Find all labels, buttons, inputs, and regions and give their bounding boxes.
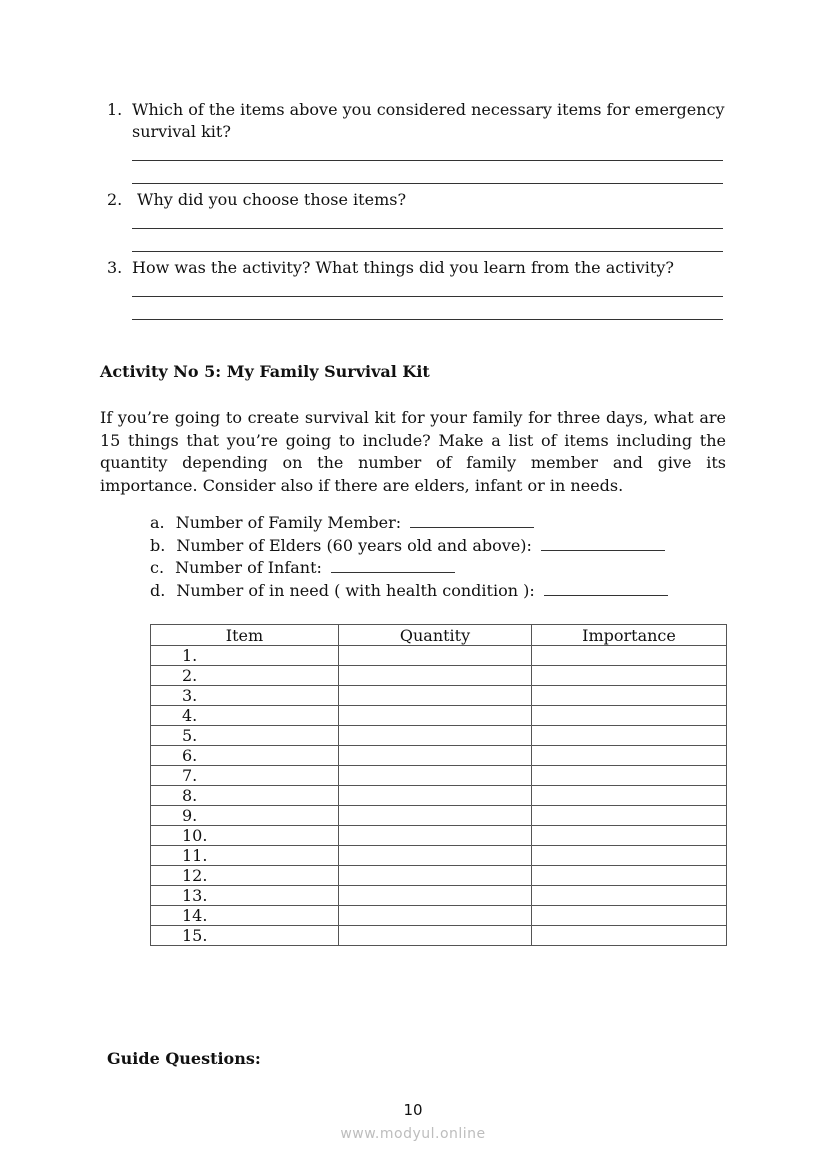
table-header-row: [151, 625, 727, 646]
table-row: [151, 646, 727, 666]
table-row: [151, 766, 727, 786]
importance-cell[interactable]: [532, 846, 727, 866]
row-number: 4.: [182, 706, 198, 725]
elders-blank[interactable]: [541, 536, 665, 551]
question-2-number: 2.: [107, 190, 123, 209]
activity-heading: Activity No 5: My Family Survival Kit: [100, 362, 430, 381]
row-number: 5.: [182, 726, 198, 745]
row-number: 11.: [182, 846, 208, 865]
row-number: 13.: [182, 886, 208, 905]
quantity-cell[interactable]: [339, 786, 532, 806]
answer-line[interactable]: [132, 160, 723, 161]
table-row: [151, 746, 727, 766]
question-2-text: Why did you choose those items?: [137, 190, 407, 209]
activity-instructions: If you’re going to create survival kit for your family for three days, what are 15 things that you’re going to include? Make a list of items including the quantity depending on the number of family member and give its importance. Consider also if there are elders, infant or in needs.: [100, 408, 726, 495]
question-3-number: 3.: [107, 258, 123, 277]
quantity-cell[interactable]: [339, 646, 532, 666]
table-row: [151, 826, 727, 846]
row-number: 6.: [182, 746, 198, 765]
row-number: 7.: [182, 766, 198, 785]
family-member-item: [150, 513, 534, 532]
importance-cell[interactable]: [532, 686, 727, 706]
row-number: 1.: [182, 646, 198, 665]
infant-blank[interactable]: [331, 558, 455, 573]
importance-cell[interactable]: [532, 926, 727, 946]
item-cell[interactable]: [151, 906, 339, 926]
quantity-cell[interactable]: [339, 706, 532, 726]
quantity-cell[interactable]: [339, 906, 532, 926]
importance-cell[interactable]: [532, 726, 727, 746]
importance-cell[interactable]: [532, 706, 727, 726]
sub-item-letter: b.: [150, 536, 166, 555]
item-cell[interactable]: [151, 766, 339, 786]
guide-questions-heading: Guide Questions:: [107, 1049, 261, 1068]
sub-item-letter: d.: [150, 581, 166, 600]
row-number: 12.: [182, 866, 208, 885]
infant-item: [150, 558, 455, 577]
quantity-cell[interactable]: [339, 866, 532, 886]
item-cell[interactable]: [151, 826, 339, 846]
quantity-cell[interactable]: [339, 686, 532, 706]
quantity-cell[interactable]: [339, 806, 532, 826]
table-row: [151, 706, 727, 726]
question-1-text-line1: Which of the items above you considered necessary items for emergency: [132, 100, 725, 119]
importance-cell[interactable]: [532, 746, 727, 766]
in-need-blank[interactable]: [544, 581, 668, 596]
importance-cell[interactable]: [532, 646, 727, 666]
importance-cell[interactable]: [532, 866, 727, 886]
importance-cell[interactable]: [532, 826, 727, 846]
answer-line[interactable]: [132, 183, 723, 184]
row-number: 8.: [182, 786, 198, 805]
question-3-text: How was the activity? What things did you learn from the activity?: [132, 258, 674, 277]
item-cell[interactable]: [151, 686, 339, 706]
column-header-importance: Importance: [532, 625, 727, 646]
sub-item-label: Number of in need ( with health condition ):: [176, 581, 535, 600]
sub-item-letter: c.: [150, 558, 165, 577]
item-cell[interactable]: [151, 926, 339, 946]
question-1-number: 1.: [107, 100, 123, 119]
column-header-quantity: Quantity: [339, 625, 532, 646]
importance-cell[interactable]: [532, 906, 727, 926]
item-cell[interactable]: [151, 726, 339, 746]
answer-line[interactable]: [132, 251, 723, 252]
family-member-blank[interactable]: [410, 513, 534, 528]
quantity-cell[interactable]: [339, 826, 532, 846]
row-number: 9.: [182, 806, 198, 825]
question-1-text-line2: survival kit?: [132, 122, 231, 141]
watermark-footer: www.modyul.online: [340, 1126, 486, 1142]
importance-cell[interactable]: [532, 806, 727, 826]
item-cell[interactable]: [151, 846, 339, 866]
row-number: 2.: [182, 666, 198, 685]
item-cell[interactable]: [151, 646, 339, 666]
table-row: [151, 786, 727, 806]
sub-item-label: Number of Infant:: [175, 558, 322, 577]
table-row: [151, 806, 727, 826]
row-number: 14.: [182, 906, 208, 925]
table-row: [151, 866, 727, 886]
table-row: [151, 666, 727, 686]
row-number: 3.: [182, 686, 198, 705]
quantity-cell[interactable]: [339, 666, 532, 686]
table-row: [151, 926, 727, 946]
row-number: 15.: [182, 926, 208, 945]
item-cell[interactable]: [151, 746, 339, 766]
row-number: 10.: [182, 826, 208, 845]
quantity-cell[interactable]: [339, 886, 532, 906]
elders-item: [150, 536, 665, 555]
table-row: [151, 906, 727, 926]
quantity-cell[interactable]: [339, 846, 532, 866]
quantity-cell[interactable]: [339, 726, 532, 746]
in-need-item: [150, 581, 668, 600]
page-number: 10: [403, 1101, 423, 1119]
answer-line[interactable]: [132, 228, 723, 229]
quantity-cell[interactable]: [339, 766, 532, 786]
importance-cell[interactable]: [532, 666, 727, 686]
answer-line[interactable]: [132, 296, 723, 297]
quantity-cell[interactable]: [339, 746, 532, 766]
table-row: [151, 846, 727, 866]
table-row: [151, 686, 727, 706]
importance-cell[interactable]: [532, 786, 727, 806]
item-cell[interactable]: [151, 886, 339, 906]
sub-item-label: Number of Elders (60 years old and above):: [176, 536, 532, 555]
answer-line[interactable]: [132, 319, 723, 320]
survival-kit-table: [150, 624, 727, 946]
quantity-cell[interactable]: [339, 926, 532, 946]
item-cell[interactable]: [151, 786, 339, 806]
item-cell[interactable]: [151, 806, 339, 826]
column-header-item: Item: [151, 625, 339, 646]
item-cell[interactable]: [151, 706, 339, 726]
item-cell[interactable]: [151, 666, 339, 686]
importance-cell[interactable]: [532, 886, 727, 906]
table-row: [151, 886, 727, 906]
sub-item-label: Number of Family Member:: [175, 513, 402, 532]
sub-item-letter: a.: [150, 513, 165, 532]
item-cell[interactable]: [151, 866, 339, 886]
importance-cell[interactable]: [532, 766, 727, 786]
table-row: [151, 726, 727, 746]
